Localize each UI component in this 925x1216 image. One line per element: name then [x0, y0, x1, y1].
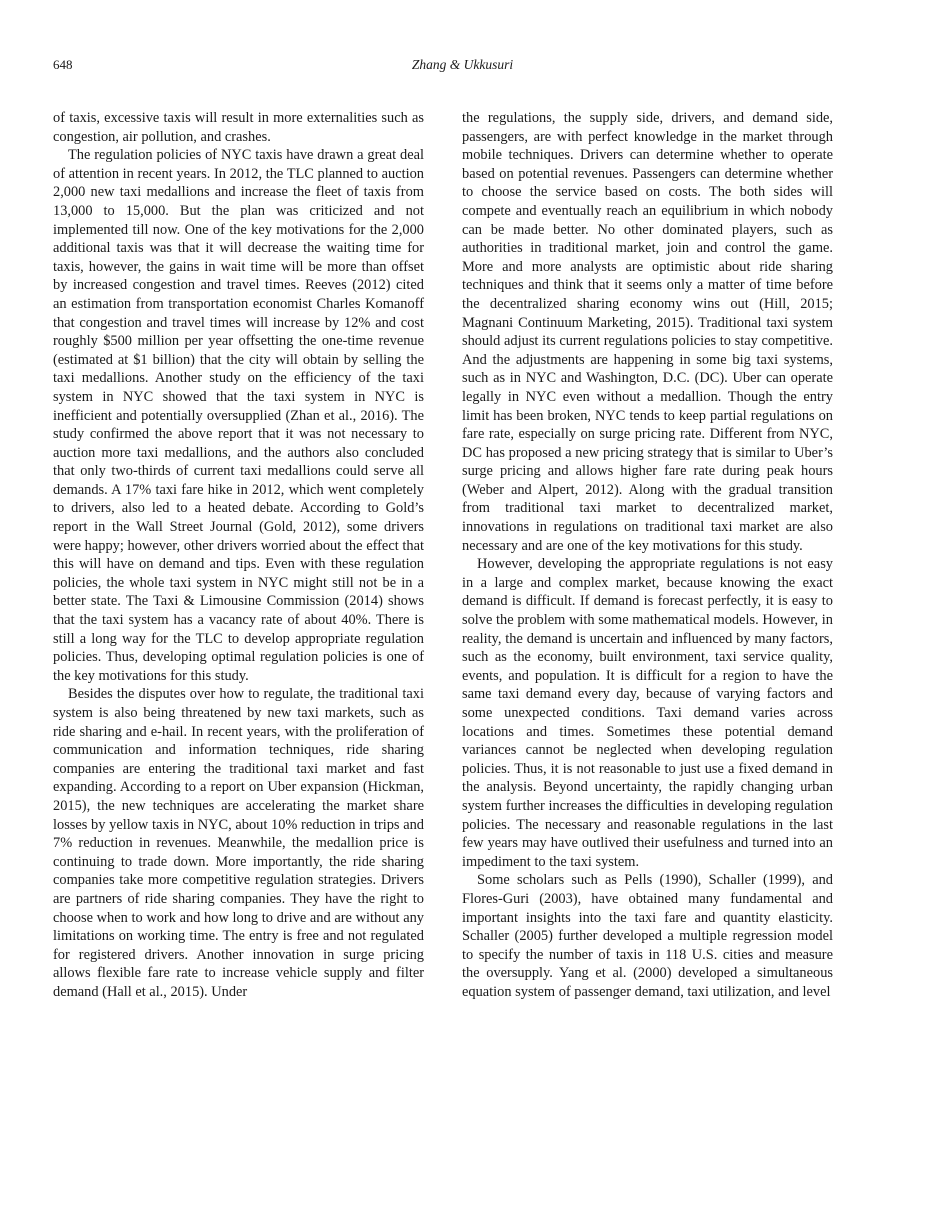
left-paragraph-2: The regulation policies of NYC taxis have drawn a great deal of attention in recent years. In 2012, the TLC planned to auction 2,000 new taxi medallions and increase the fleet of taxis from 13,000 to 15,000. But the plan was criticized and not implemented till now. One of the key motivations for the 2,000 additional taxis was that it will decrease the waiting time for taxis, however, the gains in wait time will be more than offset by increased congestion and travel times. Reeves (2012) cited an estimation from transportation economist Charles Komanoff that congestion and travel times will increase by 12% and cost roughly $500 million per year offsetting the one-time revenue (estimated at $1 billion) that the city will obtain by selling the taxi medallions. Another study on the efficiency of the taxi system in NYC showed that the taxi system in NYC is inefficient and potentially oversupplied (Zhan et al., 2016). The study confirmed the above report that it was not necessary to auction more taxi medallions, and the authors also concluded that only two-thirds of current taxi medallions could serve all demands. A 17% taxi fare hike in 2012, which went completely to drivers, also led to a heated debate. According to Gold’s report in the Wall Street Journal (Gold, 2012), some drivers were happy; however, other drivers worried about the effect that this will have on demand and tips. Even with these regulation policies, the whole taxi system in NYC might still not be in a better state. The Taxi & Limousine Commission (2014) shows that the taxi system has a vacancy rate of about 40%. There is still a long way for the TLC to develop appropriate regulation policies. Thus, developing optimal regulation policies is one of the key motivations for this study. [53, 147, 424, 684]
right-paragraph-3: Some scholars such as Pells (1990), Schaller (1999), and Flores-Guri (2003), have obtained many fundamental and important insights into the taxi fare and quantity elasticity. Schaller (2005) further developed a multiple regression model to specify the number of taxis in 118 U.S. cities and measure the oversupply. Yang et al. (2000) developed a simultaneous equation system of passenger demand, taxi utilization, and level [462, 872, 833, 1000]
page-number: 648 [53, 57, 73, 72]
left-paragraph-1: of taxis, excessive taxis will result in more externalities such as congestion, air pollution, and crashes. [53, 110, 424, 145]
right-paragraph-2: However, developing the appropriate regulations is not easy in a large and complex market, because knowing the exact demand is difficult. If demand is forecast perfectly, it is easy to solve the problem with some mathematical models. However, in reality, the demand is uncertain and influenced by many factors, such as the economy, built environment, taxi service quality, events, and population. It is difficult for a region to have the same taxi demand every day, because of varying factors and some unexpected conditions. Taxi demand varies across locations and times. Sometimes these potential demand variances cannot be neglected when developing regulation policies. Thus, it is not reasonable to just use a fixed demand in the analysis. Beyond uncertainty, the rapidly changing urban system further increases the difficulties in developing regulation policies. The necessary and reasonable regulations in the last few years may have outlived their usefulness and turned into an impediment to the taxi system. [462, 556, 833, 870]
left-column [53, 109, 424, 1002]
right-paragraph-1: the regulations, the supply side, drivers, and demand side, passengers, are with perfect knowledge in the market through mobile techniques. Drivers can determine whether to operate based on potential revenues. Passengers can determine whether to choose the service based on costs. The both sides will compete and eventually reach an equilibrium in which nobody can be made better. No other dominated players, such as authorities in traditional market, join and control the game. More and more analysts are optimistic about ride sharing techniques and think that it seems only a matter of time before the decentralized sharing economy wins out (Hill, 2015; Magnani Continuum Marketing, 2015). Traditional taxi system should adjust its current regulations policies to stay competitive. And the adjustments are happening in some big taxi systems, such as in NYC and Washington, D.C. (DC). Uber can operate legally in NYC even without a medallion. Though the entry limit has been broken, NYC tends to keep partial regulations on fare rate, especially on surge pricing rate. Different from NYC, DC has proposed a new pricing strategy that is similar to Uber’s surge pricing and allows higher fare rate during peak hours (Weber and Alpert, 2012). Along with the gradual transition from traditional taxi market to decentralized market, innovations in regulations on traditional taxi market are also necessary and are one of the key motivations for this study. [462, 110, 833, 554]
left-paragraph-3: Besides the disputes over how to regulate, the traditional taxi system is also being threatened by new taxi markets, such as ride sharing and e-hail. In recent years, with the proliferation of communication and information techniques, ride sharing companies are entering the traditional taxi market and fast expanding. According to a report on Uber expansion (Hickman, 2015), the new techniques are accelerating the market share losses by yellow taxis in NYC, about 10% reduction in trips and 7% reduction in revenues. Meanwhile, the medallion price is continuing to trade down. More importantly, the ride sharing companies take more competitive regulation strategies. Drivers are partners of ride sharing companies. They have the right to choose when to work and how long to drive and are without any limitations on working time. The entry is free and not regulated for registered drivers. Another innovation in surge pricing allows flexible fare rate to increase vehicle supply and filter demand (Hall et al., 2015). Under [53, 686, 424, 1000]
running-head: Zhang & Ukkusuri [411, 57, 514, 72]
right-column [462, 109, 833, 1002]
